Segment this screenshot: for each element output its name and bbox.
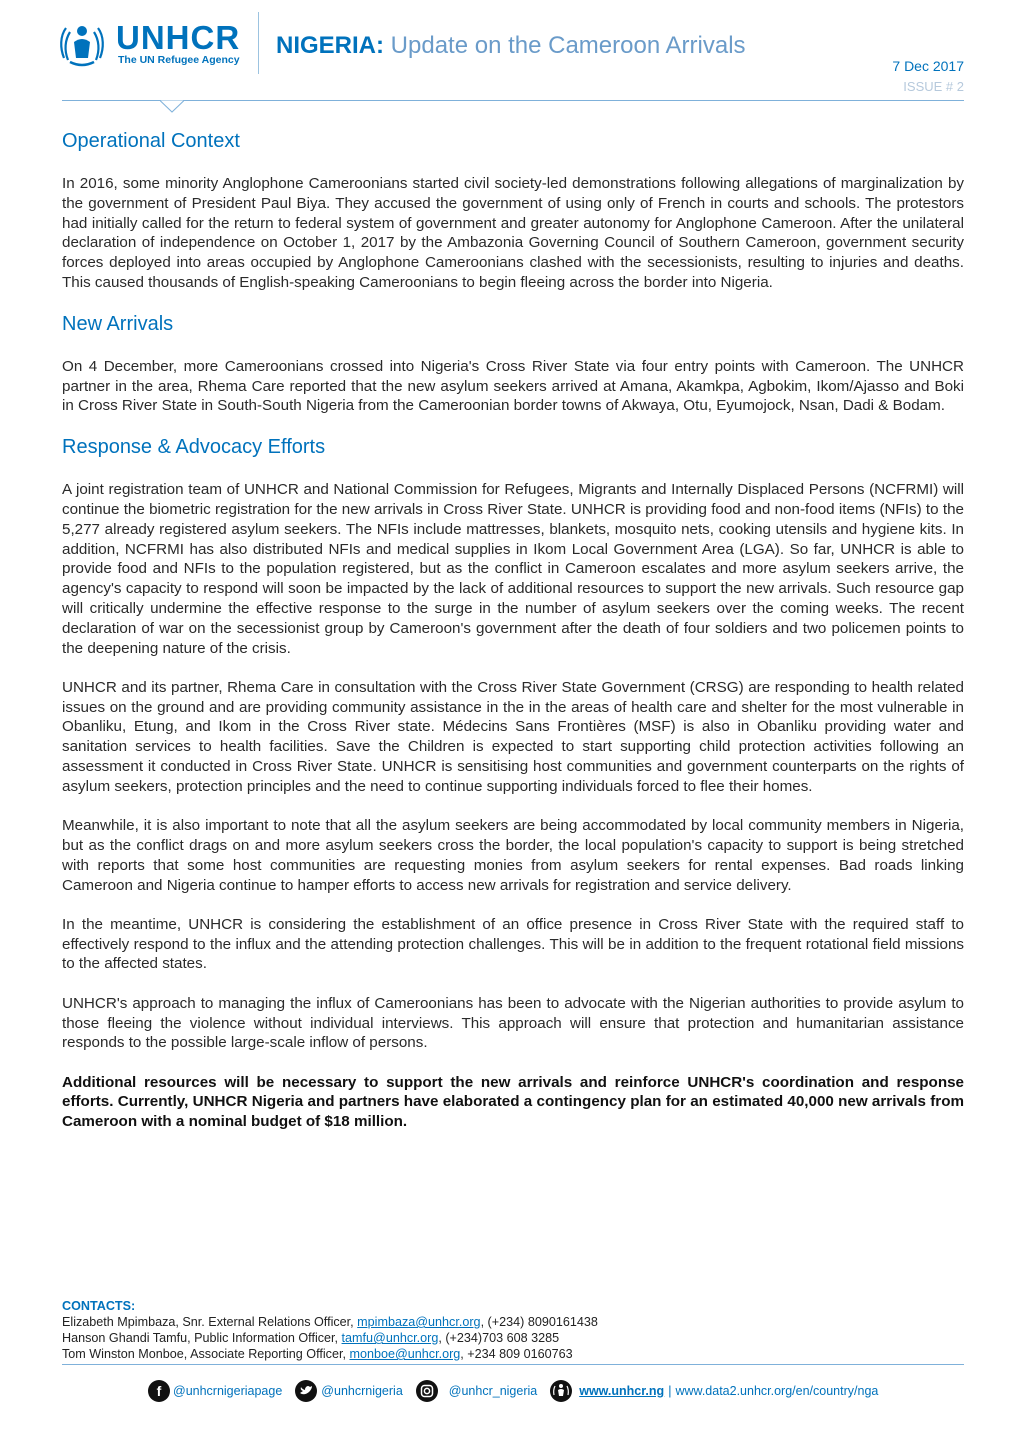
title-subtitle: Update on the Cameroon Arrivals	[384, 32, 746, 59]
contact-phone: , (+234)703 608 3285	[438, 1331, 560, 1345]
instagram-link[interactable]	[415, 1380, 537, 1402]
contacts-block	[62, 1298, 964, 1362]
paragraph-response-4: In the meantime, UNHCR is considering the establishment of an office presence in Cross River State with the required staff to effectively respond to the influx and the attending protection challenges. This will be in addition to the frequent rotational field missions to the affected states.	[62, 915, 964, 973]
footer-rule	[62, 1364, 964, 1365]
paragraph-response-2: UNHCR and its partner, Rhema Care in consultation with the Cross River State Government (CRSG) are responding to health related issues on the ground and are providing community assistance in the in the areas of health care and shelter for the most vulnerable in Obanliku, Etung, and Ikom in the Cross River state. Médecins Sans Frontières (MSF) is also in Obanliku providing water and sanitation services to health facilities. Save the Children is expected to start supporting child protection activities following an assessment it conducted in Cross River State. UNHCR is sensitising host communities and government counterparts on the rights of asylum seekers, protection principles and the need to continue supporting individuals forced to flee their homes.	[62, 678, 964, 795]
contact-phone: , (+234) 8090161438	[480, 1315, 598, 1329]
contact-line	[62, 1346, 964, 1362]
section-heading-operational: Operational Context	[62, 130, 240, 152]
twitter-icon	[294, 1380, 318, 1402]
issue-date: 7 Dec 2017	[892, 58, 964, 74]
paragraph-response-5: UNHCR's approach to managing the influx of Cameroonians has been to advocate with the Nigerian authorities to provide asylum to those fleeing the violence without individual interviews. This approach will ensure that protection and humanitarian assistance responds to the possible large-scale inflow of persons.	[62, 994, 964, 1052]
paragraph-operational: In 2016, some minority Anglophone Cameroonians started civil society-led demonstrations following allegations of marginalization by the government of President Paul Biya. They accused the government of using only of French in courts and schools. The protestors had initially called for the return to federal system of government and greater autonomy for Anglophone Cameroon. After the unilateral declaration of independence on October 1, 2017 by the Ambazonia Governing Council of Southern Cameroon, government security forces deployed into areas occupied by Anglophone Cameroonians clashed with the secessionists, resulting to injuries and deaths. This caused thousands of English-speaking Cameroonians to begin fleeing across the border into Nigeria.	[62, 175, 964, 291]
issue-number: ISSUE # 2	[903, 79, 964, 94]
facebook-handle: @unhcrnigeriapage	[173, 1384, 283, 1398]
instagram-handle: @unhcr_nigeria	[448, 1384, 538, 1398]
header-rule	[62, 100, 964, 101]
facebook-link[interactable]	[148, 1380, 282, 1402]
contact-name: Hanson Ghandi Tamfu, Public Information Officer,	[62, 1331, 342, 1345]
link-separator: |	[668, 1384, 672, 1398]
page-title	[276, 32, 746, 60]
social-footer	[148, 1378, 890, 1404]
twitter-handle: @unhcrnigeria	[321, 1384, 403, 1398]
contact-line	[62, 1314, 964, 1330]
instagram-icon	[415, 1380, 439, 1402]
website-link[interactable]: www.unhcr.ng	[579, 1384, 665, 1398]
contacts-title: CONTACTS:	[62, 1299, 136, 1313]
paragraph-response-6: Additional resources will be necessary to support the new arrivals and reinforce UNHCR's coordination and response efforts. Currently, UNHCR Nigeria and partners have elaborated a contingency plan for an estimated 40,000 new arrivals from Cameroon with a nominal budget of $18 million.	[62, 1073, 964, 1131]
twitter-link[interactable]	[294, 1380, 402, 1402]
unhcr-logo[interactable]	[56, 18, 258, 74]
contact-phone: , +234 809 0160763	[460, 1347, 573, 1361]
paragraph-response-3: Meanwhile, it is also important to note that all the asylum seekers are being accommodated by local community members in Nigeria, but as the conflict drags on and more asylum seekers cross the border, the local population's capacity to support is being stretched with reports that some host communities are requesting monies from asylum seekers for rental expenses. Bad roads linking Cameroon and Nigeria continue to hamper efforts to access new arrivals for registration and service delivery.	[62, 817, 964, 894]
contact-name: Elizabeth Mpimbaza, Snr. External Relations Officer,	[62, 1315, 358, 1329]
contact-line	[62, 1330, 964, 1346]
section-heading-arrivals: New Arrivals	[62, 312, 174, 335]
header-notch-icon	[160, 100, 184, 114]
data-portal-link[interactable]: www.data2.unhcr.org/en/country/nga	[675, 1384, 879, 1398]
main-content	[62, 128, 964, 1151]
header-divider	[258, 12, 259, 74]
website-links	[549, 1380, 878, 1402]
contact-name: Tom Winston Monboe, Associate Reporting Officer,	[62, 1347, 350, 1361]
facebook-icon: f	[148, 1380, 170, 1402]
title-country: NIGERIA:	[276, 32, 384, 59]
logo-wordmark: UNHCR	[116, 19, 241, 56]
header	[0, 0, 1024, 120]
unhcr-emblem-icon	[56, 18, 108, 70]
contact-email-link[interactable]: mpimbaza@unhcr.org	[357, 1315, 481, 1329]
contact-email-link[interactable]: tamfu@unhcr.org	[341, 1331, 439, 1345]
contact-email-link[interactable]: monboe@unhcr.org	[349, 1347, 461, 1361]
paragraph-arrivals: On 4 December, more Cameroonians crossed into Nigeria's Cross River State via four entry points with Cameroon. The UNHCR partner in the area, Rhema Care reported that the new asylum seekers arrived at Amana, Akamkpa, Agbokim, Ikom/Ajasso and Boki in Cross River State in South-South Nigeria from the Cameroonian border towns of Akwaya, Otu, Eyumojock, Nsan, Dadi & Bodam.	[62, 357, 964, 415]
logo-tagline: The UN Refugee Agency	[118, 54, 240, 66]
section-heading-response: Response & Advocacy Efforts	[62, 436, 326, 459]
paragraph-response-1: A joint registration team of UNHCR and National Commission for Refugees, Migrants and Internally Displaced Persons (NCFRMI) will continue the biometric registration for the new arrivals in Cross River State. UNHCR is providing food and non-food items (NFIs) to the 5,277 already registered asylum seekers. The NFIs include mattresses, blankets, mosquito nets, cooking utensils and hygiene kits. In addition, NCFRMI has also distributed NFIs and medical supplies in Ikom Local Government Area (LGA). So far, UNHCR is able to provide food and NFIs to the population registered, but as the conflict in Cameroon escalates and more asylum seekers arrive, the agency's capacity to respond will soon be impacted by the lack of additional resources to support the new arrivals. Such resource gap will critically undermine the effective response to the surge in the number of asylum seekers over the coming weeks. The recent declaration of war on the secessionist group by Cameroon's government after the death of four soldiers and two policemen points to the deepening nature of the crisis.	[62, 481, 964, 657]
unhcr-emblem-icon	[549, 1380, 573, 1402]
